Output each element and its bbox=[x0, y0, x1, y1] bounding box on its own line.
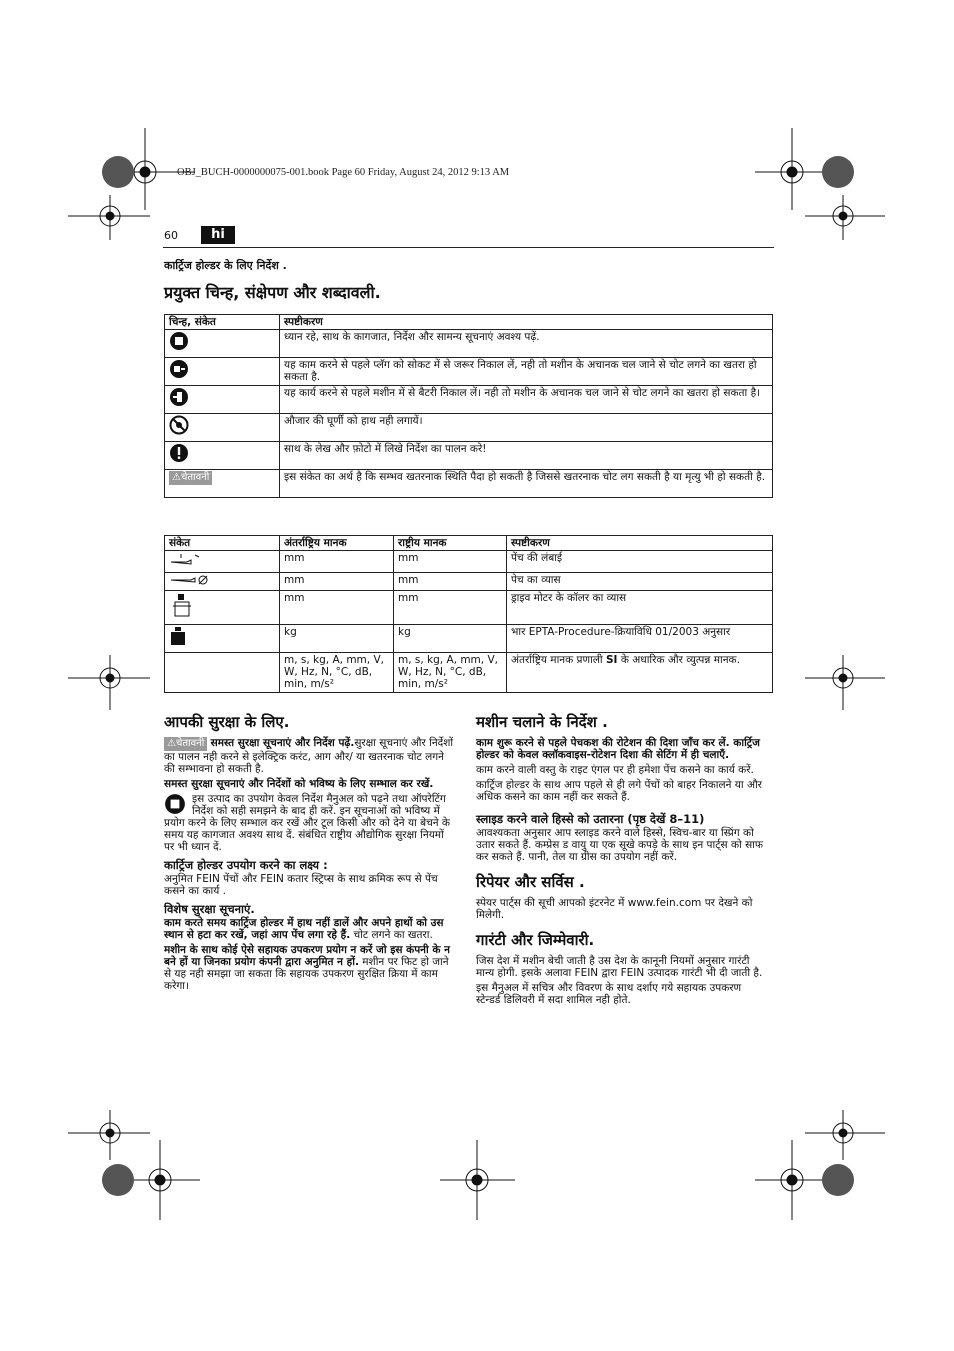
warning-badge bbox=[169, 471, 212, 485]
read-manual-icon bbox=[164, 793, 186, 815]
unit-explanation: पेंच की लंबाई bbox=[507, 551, 773, 573]
slide-heading: स्लाइड करने वाले हिस्से को उतारना (पृष्ठ देखें 8–11) bbox=[476, 812, 705, 826]
warning-badge bbox=[164, 737, 207, 751]
table-header-row bbox=[165, 536, 773, 551]
collar-diameter-icon bbox=[169, 592, 195, 618]
warning-triangle-icon: ⚠ bbox=[167, 738, 176, 749]
table-header-row bbox=[165, 315, 773, 330]
symbol-cell bbox=[165, 330, 280, 358]
repair-section-title: रिपेयर और सर्विस . bbox=[476, 873, 585, 891]
explanation-cell: इस संकेत का अर्थ है कि सम्भव खतरनाक स्थिति पैदा हो सकती है जिससे खतरनाक चोट लग सकती है या मृत्यु भी हो सकती है. bbox=[280, 470, 773, 498]
national-unit: kg bbox=[394, 625, 507, 653]
col-header-symbol: चिन्ह, संकेत bbox=[165, 315, 280, 330]
explanation-cell: यह काम करने से पहले प्लॅग को सोकट में से जरूर निकाल लें, नही तो मशीन के अचानक चल जाने से चोट लगने का खतरा हो सकता है. bbox=[280, 358, 773, 386]
national-unit: mm bbox=[394, 573, 507, 591]
table-row bbox=[165, 470, 773, 498]
unit-explanation: ड्राइव मोटर के कॉलर का व्यास bbox=[507, 591, 773, 625]
operating-text-1: काम करने वाली वस्तु के राइट एंगल पर ही हमेशा पेंच कसने का कार्य करें. bbox=[476, 764, 754, 776]
warranty-section-title: गारंटी और जिम्मेवारी. bbox=[476, 931, 595, 949]
manual-text: इस उत्पाद का उपयोग केवल निर्देश मैनुअल को पढ़ने तथा ऑपरेटिंग निर्देश को सही समझने के बाद ही करें. इन सूचनाओं को भविष्य में प्रयोग करने के लिए सम्भाल कर रखें और टूल किसी और को देने या बेचने के समय यह कागजात अवश्य साथ दें. संबंधित राष्ट्रीय औद्योगिक सुरक्षा नियमों पर भी ध्यान दें. bbox=[164, 793, 450, 853]
international-unit: m, s, kg, A, mm, V, W, Hz, N, °C, dB, min, m/s² bbox=[280, 653, 394, 693]
unit-explanation: भार EPTA-Procedure-क्रियाविधि 01/2003 अनुसार bbox=[507, 625, 773, 653]
table-row bbox=[165, 591, 773, 625]
sign-cell bbox=[165, 551, 280, 573]
si-desc-pre: अंतर्राष्ट्रिय मानक प्रणाली bbox=[511, 654, 606, 666]
international-unit: mm bbox=[280, 551, 394, 573]
symbol-cell bbox=[165, 442, 280, 470]
intended-use-heading: कार्ट्रिज होल्डर उपयोग करने का लक्ष्य : bbox=[164, 858, 328, 872]
special-safety-heading: विशेष सुरक्षा सूचनाएं. bbox=[164, 902, 255, 916]
warranty-text-1: जिस देश में मशीन बेची जाती है उस देश के कानूनी नियमों अनुसार गारंटी मान्य होगी. इसके अलावा FEIN द्वारा FEIN उत्पादक गारंटी भी दी जाती है. bbox=[476, 955, 763, 979]
warranty-text-2: इस मैनुअल में सचित्र और विवरण के साथ दर्शाए गये सहायक उपकरण स्टेन्डर्ड डिलिवरी में सदा शामिल नही होते. bbox=[476, 982, 742, 1006]
symbol-cell bbox=[165, 358, 280, 386]
language-badge: hi bbox=[201, 226, 235, 244]
sign-cell bbox=[165, 625, 280, 653]
special-text-2: मशीन पर फिट हो जाने से यह नही समझा जा सकता कि सहायक उपकरण सुरक्षित क्रिया में काम करेगा। bbox=[164, 956, 449, 992]
international-unit: mm bbox=[280, 573, 394, 591]
explanation-cell: ध्यान रहे, साथ के कागजात, निर्देश और सामन्य सूचनाएं अवश्य पढ़ें. bbox=[280, 330, 773, 358]
unit-explanation bbox=[507, 653, 773, 693]
remove-battery-icon bbox=[169, 387, 189, 407]
special-bold-2: मशीन के साथ कोई ऐसे सहायक उपकरण प्रयोग न करें जो इस कंपनी के न बने हों या जिनका प्रयोग कंपनी द्वारा अनुमित न हों. bbox=[164, 944, 450, 968]
table-row bbox=[165, 653, 773, 693]
warning-paragraph bbox=[164, 737, 454, 775]
operating-section-title: मशीन चलाने के निर्देश . bbox=[476, 713, 608, 731]
table-row bbox=[165, 386, 773, 414]
safety-section-title: आपकी सुरक्षा के लिए. bbox=[164, 713, 290, 731]
exclamation-icon bbox=[169, 443, 189, 463]
international-unit: kg bbox=[280, 625, 394, 653]
operating-text-2: कार्ट्रिज होल्डर के साथ आप पहले से ही लगे पेंचों को बाहर निकालने या और अधिक कसने का काम नहीं कर सकते हैं. bbox=[476, 779, 762, 803]
weight-icon bbox=[169, 626, 187, 646]
table-row bbox=[165, 358, 773, 386]
national-unit: mm bbox=[394, 591, 507, 625]
si-label: SI bbox=[606, 654, 618, 666]
slide-text: आवश्यकता अनुसार आप स्लाइड करने वाले हिस्से, स्विच-बार या स्प्रिंग को उतार सकते हैं. कम्प्रेस ड वायु या एक सूखे कपड़े के साथ इन पार्ट्स को साफ कर सकते हैं. पानी, तेल या ग्रीस का उपयोग नहीं करें. bbox=[476, 827, 763, 863]
col-header-national: राष्ट्रीय मानक bbox=[394, 536, 507, 551]
units-table bbox=[164, 535, 773, 693]
explanation-cell: साथ के लेख और फ़ोटो में लिखे निर्देश का पालन करे! bbox=[280, 442, 773, 470]
symbols-table bbox=[164, 314, 773, 498]
unplug-icon bbox=[169, 359, 189, 379]
intended-use-text: अनुमित FEIN पेंचों और FEIN कतार स्ट्रिप्स के साथ क्रमिक रूप से पेंच कसने का कार्य . bbox=[164, 873, 438, 897]
col-header-explanation: स्पष्टीकरण bbox=[507, 536, 773, 551]
sign-cell bbox=[165, 573, 280, 591]
screw-diameter-icon bbox=[169, 574, 211, 586]
table-row bbox=[165, 414, 773, 442]
col-header-international: अंतर्राष्ट्रिय मानक bbox=[280, 536, 394, 551]
explanation-cell: औजार की घूर्णी को हाथ नही लगायें। bbox=[280, 414, 773, 442]
explanation-cell: यह कार्य करने से पहले मशीन में से बैटरी निकाल लें। नही तो मशीन के अचानक चल जाने से चोट लगने का खतरा हो सकता है। bbox=[280, 386, 773, 414]
si-desc-post: के अधारिक और व्युत्पन्न मानक. bbox=[617, 654, 740, 666]
read-manual-icon bbox=[169, 331, 189, 351]
header-rule bbox=[163, 247, 774, 248]
special-bold-1: काम करते समय कार्ट्रिज होल्डर में हाथ नहीं डालें और अपने हाथों को उस स्थान से हटा कर रखें, जहां आप पेंच लगा रहे हैं. bbox=[164, 917, 444, 941]
read-all-instructions: समस्त सुरक्षा सूचनाएं और निर्देश पढ़ें. bbox=[210, 737, 355, 749]
symbol-cell bbox=[165, 470, 280, 498]
warning-badge-label: चेतावनी bbox=[175, 738, 205, 749]
symbol-cell bbox=[165, 386, 280, 414]
operating-bold: काम शुरू करने से पहले पेचकश की रोटेशन की दिशा जाँच कर लें. कार्ट्रिज होल्डर को केवल क्लॉकवाइस-रोटेशन दिशा की सेटिंग में ही चलाएँ. bbox=[476, 737, 760, 761]
no-touch-icon bbox=[169, 415, 189, 435]
sign-cell bbox=[165, 653, 280, 693]
warning-triangle-icon: ⚠ bbox=[172, 472, 181, 483]
table-row bbox=[165, 625, 773, 653]
symbols-section-title: प्रयुक्त चिन्ह, संक्षेपण और शब्दावली. bbox=[164, 283, 381, 302]
keep-instructions: समस्त सुरक्षा सूचनाएं और निर्देशों को भविष्य के लिए सम्भाल कर रखें. bbox=[164, 778, 434, 790]
warning-text: सुरक्षा सूचनाएं और निर्देशों का पालन नही करने से इलेक्ट्रिक करंट, आग और/ या खतरनाक चोट लगने की सम्भावना हो सकती है. bbox=[164, 737, 454, 775]
warning-badge-label: चेतावनी bbox=[180, 472, 210, 483]
table-row bbox=[165, 330, 773, 358]
international-unit: mm bbox=[280, 591, 394, 625]
special-text-1: चोट लगने का खतरा. bbox=[350, 929, 433, 941]
screw-length-icon bbox=[169, 552, 203, 568]
national-unit: m, s, kg, A, mm, V, W, Hz, N, °C, dB, min, m/s² bbox=[394, 653, 507, 693]
special-safety-paragraph-1 bbox=[164, 917, 454, 941]
table-row bbox=[165, 551, 773, 573]
manual-paragraph bbox=[164, 793, 454, 853]
left-column bbox=[164, 713, 454, 995]
page-number: 60 bbox=[164, 229, 178, 242]
national-unit: mm bbox=[394, 551, 507, 573]
right-column bbox=[476, 713, 768, 1009]
sign-cell bbox=[165, 591, 280, 625]
table-row bbox=[165, 573, 773, 591]
book-info-line: OBJ_BUCH-0000000075-001.book Page 60 Friday, August 24, 2012 9:13 AM bbox=[177, 167, 510, 178]
repair-text: स्पेयर पार्ट्स की सूची आपको इंटरनेट में www.fein.com पर देखने को मिलेगी. bbox=[476, 897, 753, 921]
col-header-sign: संकेत bbox=[165, 536, 280, 551]
col-header-explanation: स्पष्टीकरण bbox=[280, 315, 773, 330]
symbol-cell bbox=[165, 414, 280, 442]
running-title: कार्ट्रिज होल्डर के लिए निर्देश . bbox=[164, 259, 287, 272]
unit-explanation: पेच का व्यास bbox=[507, 573, 773, 591]
table-row bbox=[165, 442, 773, 470]
special-safety-paragraph-2 bbox=[164, 944, 454, 992]
